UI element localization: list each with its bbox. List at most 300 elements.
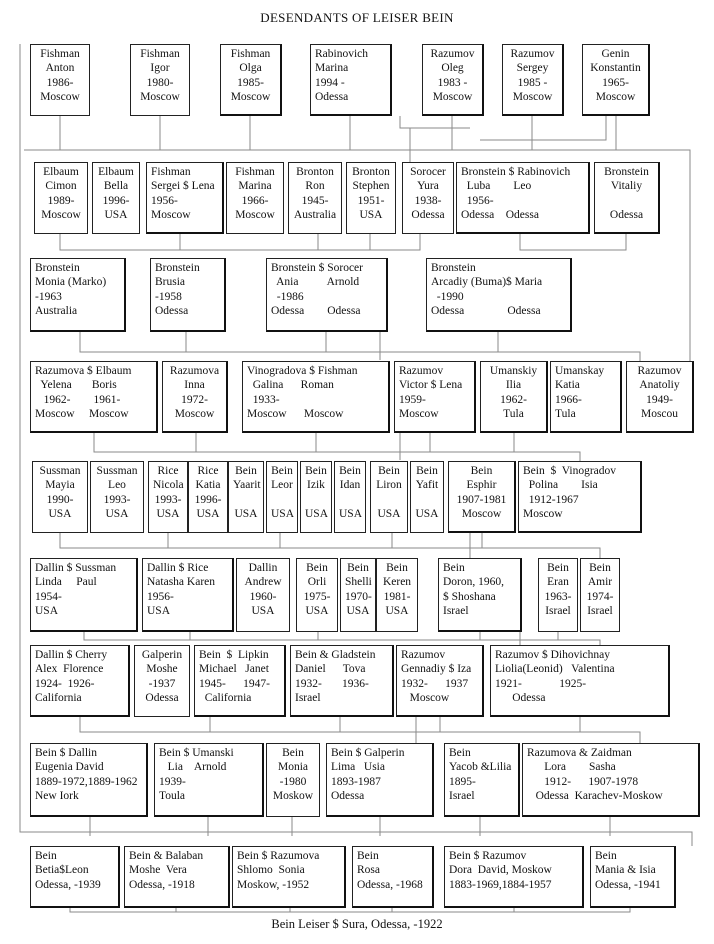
person-box-bein-idan [334, 461, 366, 533]
person-text-line: Yaarit [233, 479, 261, 492]
person-text-line: Cimon [45, 180, 77, 193]
person-box-bein-rosa [352, 846, 434, 908]
person-text-line: 1932- 1937 [401, 677, 469, 690]
person-text-line: USA [147, 605, 171, 618]
person-text-line: USA [156, 508, 180, 521]
person-text-line: Umanskay [555, 365, 605, 377]
person-text-line: 1996- [102, 194, 130, 207]
person-text-line: Odessa, -1968 [357, 878, 423, 891]
person-text-line: Bronstein [604, 166, 649, 178]
person-text-line: 1956- [151, 194, 178, 207]
person-text-line: Moskow [272, 790, 314, 803]
person-text-line: Moscow [401, 692, 450, 705]
connector-line [80, 717, 640, 743]
person-text-line: 1993- [103, 493, 131, 506]
person-box-fishman-igor [130, 44, 190, 116]
person-text-line: Moshe Vera [129, 864, 187, 877]
person-text-line: Bein [235, 465, 257, 477]
person-text-line: -1990 [431, 290, 464, 303]
person-text-line: 1960- [249, 590, 277, 603]
person-text-line: Rosa [357, 864, 380, 877]
person-text-line: 1907-1981 [456, 493, 507, 506]
person-text-line: USA [104, 209, 128, 222]
person-text-line: Toula [159, 790, 186, 803]
person-text-line: Odessa [145, 692, 179, 705]
person-text-line: 1956- [461, 194, 494, 207]
person-text-line: Shlomo Sonia [237, 864, 305, 877]
person-box-genin-konstantin [582, 44, 650, 116]
person-text-line: Natasha Karen [147, 576, 216, 589]
person-text-line: Bein [589, 562, 611, 574]
person-text-line: 1956- [147, 590, 174, 603]
person-text-line: 1974- [586, 590, 614, 603]
person-text-line: Razumov $ Dihovichnay [495, 649, 610, 661]
person-text-line [599, 194, 654, 208]
person-text-line: 1889-1972,1889-1962 [35, 775, 138, 788]
person-text-line: Moscow [40, 91, 80, 104]
person-box-bein-shelli [340, 558, 376, 632]
person-text-line: Fishman [140, 48, 180, 60]
person-text-line: 1893-1987 [331, 775, 381, 788]
person-text-line: Bronstein [155, 262, 200, 274]
person-text-line: Nicola [153, 479, 184, 492]
person-text-line: Odessa [495, 692, 546, 705]
person-text-line: Vitaliy [610, 180, 643, 193]
person-text-line: 1990- [46, 493, 74, 506]
person-text-line: 1983 - [437, 76, 468, 89]
person-text-line: Mayia [45, 479, 75, 492]
root-ancestor-label: Bein Leiser $ Sura, Odessa, -1922 [271, 917, 443, 931]
person-text-line: 1938- [414, 194, 442, 207]
person-text-line: 1986- [46, 76, 74, 89]
person-text-line: Odessa [411, 209, 445, 222]
person-text-line: Bein [35, 850, 57, 862]
person-box-bein-leor [266, 461, 298, 533]
person-text-line: Moscow [523, 508, 563, 521]
person-text-line: Yacob &Lilia [449, 761, 512, 774]
person-text-line: Bella [103, 180, 129, 193]
person-text-line: USA [346, 605, 370, 618]
person-text-line: Moscow [432, 91, 473, 104]
person-text-line: Moscow [41, 209, 81, 222]
person-box-bronstein-vitaliy [594, 162, 660, 234]
person-text-line: Eran [547, 576, 569, 589]
person-text-line: Bein [595, 850, 617, 862]
person-text-line: 1966- [241, 194, 269, 207]
person-text-line: 1945- [301, 194, 329, 207]
person-text-line: Monia [277, 761, 309, 774]
person-box-bein-izik [300, 461, 332, 533]
person-text-line: 1963- [544, 590, 572, 603]
person-text-line: Sussman [96, 465, 138, 477]
person-box-fishman-olga [220, 44, 282, 116]
person-text-line: Amir [587, 576, 613, 589]
person-box-razumov-anatoliy [626, 361, 694, 433]
person-box-bein-amir [580, 558, 620, 632]
person-box-sussman-mayia [32, 461, 88, 533]
person-text-line: Galperin [141, 649, 183, 661]
person-text-line: Bronstein [431, 262, 476, 274]
person-text-line: USA [377, 508, 401, 521]
person-box-bein-balaban [124, 846, 230, 908]
person-text-line: Odessa Odessa [431, 305, 541, 318]
person-text-line: 1933- [247, 393, 280, 406]
person-text-line: Moscow Moscow [35, 408, 129, 421]
person-text-line: Bein [339, 465, 361, 477]
person-text-line: Marina [315, 62, 349, 75]
person-text-line: -1980 [279, 775, 307, 788]
person-text-line: Anton [45, 62, 75, 75]
person-text-line: USA [415, 508, 439, 521]
connector-line [80, 332, 640, 361]
person-text-line: 1912-1967 [523, 493, 579, 506]
person-text-line [305, 493, 327, 507]
person-text-line: Shelli [345, 576, 372, 589]
person-text-line: Bein & Gladstein [295, 649, 376, 661]
person-text-line: Moscow [174, 408, 215, 421]
person-text-line: Bronstein [35, 262, 80, 274]
person-text-line: Bein [416, 465, 438, 477]
person-text-line [339, 493, 361, 507]
person-text-line: 1932- 1936- [295, 677, 369, 690]
person-text-line: Razumova $ Elbaum [35, 365, 132, 377]
person-text-line: Stephen [352, 180, 390, 193]
person-text-line: 1996- [194, 493, 222, 506]
person-box-bein-umanski [154, 743, 264, 817]
person-text-line: California [35, 692, 82, 705]
person-box-bein-eran [538, 558, 578, 632]
person-text-line: 1962- [500, 393, 527, 406]
person-text-line: Marina [238, 180, 272, 193]
person-text-line: Leor [271, 479, 293, 492]
person-text-line: Bronstein $ Rabinovich [461, 166, 571, 178]
person-box-rice-katia [188, 461, 228, 533]
person-box-elbaum-cimon [34, 162, 88, 234]
person-box-umanskiy-ilia [480, 361, 548, 433]
person-text-line: Katia [555, 379, 580, 392]
person-text-line: USA [305, 508, 329, 521]
person-text-line: Ilia [505, 379, 522, 392]
person-text-line: Moscow [399, 408, 439, 421]
connector-line [84, 632, 600, 645]
person-text-line: Linda Paul [35, 576, 97, 589]
person-text-line: Yafit [415, 479, 439, 492]
person-text-line: Razumov [401, 649, 446, 661]
person-box-bein-mania-isia [590, 846, 676, 908]
person-box-bein-yaarit [228, 461, 264, 533]
person-text-line: Andrew [244, 576, 282, 589]
person-text-line: Idan [339, 479, 361, 492]
person-text-line: Bein $ Vinogradov [523, 465, 617, 477]
person-text-line [375, 493, 403, 507]
person-text-line: Bronton [296, 166, 334, 178]
person-box-bein-lipkin [194, 645, 286, 717]
person-text-line: Israel [443, 605, 469, 618]
person-box-bein-esphir [448, 461, 516, 533]
person-text-line: Yelena Boris [35, 379, 117, 392]
person-text-line: Moscow [512, 91, 553, 104]
person-box-bein-betia-leon [30, 846, 120, 908]
person-text-line: Bein [357, 850, 379, 862]
person-text-line: Lora Sasha [527, 761, 616, 774]
person-box-razumov-dihovichnay [490, 645, 670, 717]
person-text-line: Odessa Odessa [461, 209, 539, 222]
person-text-line: Daniel Tova [295, 663, 366, 676]
person-text-line: Odessa Odessa [271, 305, 361, 318]
person-text-line: 1939- [159, 775, 186, 788]
person-text-line: Odessa [609, 209, 644, 222]
person-box-umanskay-katia [550, 361, 622, 433]
person-text-line: -1963 [35, 290, 62, 303]
person-text-line: Razumova & Zaidman [527, 747, 632, 759]
person-text-line: Katia [195, 479, 221, 492]
person-text-line: Razumov [430, 48, 475, 60]
person-text-line: Alex Florence [35, 663, 104, 676]
person-text-line: USA [196, 508, 220, 521]
person-text-line: Tula [555, 408, 576, 421]
person-text-line: 1949- [646, 393, 673, 406]
person-box-rice-nicola [148, 461, 188, 533]
person-box-bronstein-sorocer [266, 258, 388, 332]
person-text-line: USA [105, 508, 129, 521]
person-box-fishman-anton [30, 44, 90, 116]
person-text-line: 1981- [383, 590, 411, 603]
person-box-bein-vinogradov [518, 461, 642, 533]
connector-line [520, 234, 626, 250]
person-text-line: Bein [443, 562, 465, 574]
person-text-line: Doron, 1960, [443, 576, 505, 589]
person-text-line: Victor $ Lena [399, 379, 463, 392]
person-box-dallin-cherry [30, 645, 130, 717]
person-text-line: USA [339, 508, 363, 521]
person-text-line: USA [271, 508, 295, 521]
person-text-line: Sussman [39, 465, 81, 477]
person-text-line: Bein $ Galperin [331, 747, 405, 759]
person-text-line: Arcadiy (Buma)$ Maria [431, 276, 543, 289]
person-text-line: Fishman [235, 166, 275, 178]
person-text-line: Odessa, -1941 [595, 878, 661, 891]
person-text-line: Bein [449, 747, 471, 759]
person-text-line: Bein [347, 562, 369, 574]
person-text-line: 1966- [555, 393, 582, 406]
person-box-bein-yacob-lilia [444, 743, 520, 817]
person-box-razumov-sergey [502, 44, 564, 116]
person-text-line: Odessa Karachev-Moskow [527, 790, 663, 803]
connector-line [94, 433, 580, 461]
person-box-bronton-stephen [346, 162, 396, 234]
person-text-line: 1883-1969,1884-1957 [449, 878, 552, 891]
chart-title: DESENDANTS OF LEISER BEIN [260, 10, 454, 25]
person-text-line: Moshe [146, 663, 178, 676]
person-text-line: USA [359, 209, 383, 222]
person-box-razumov-victor [394, 361, 476, 433]
person-text-line: 1924- 1926- [35, 677, 95, 690]
person-box-sorocer-yura [402, 162, 454, 234]
connector-line [60, 533, 600, 558]
person-text-line: -1986 [271, 290, 304, 303]
person-text-line: Bein [378, 465, 400, 477]
person-text-line: Israel [295, 692, 321, 705]
person-text-line: California [199, 692, 252, 705]
person-text-line: Ron [305, 180, 325, 193]
person-text-line: $ Shoshana [443, 590, 496, 603]
person-text-line: Bein [282, 747, 304, 759]
person-text-line: Israel [449, 790, 475, 803]
person-box-bronstein-monia [30, 258, 126, 332]
person-text-line: 1945- 1947- [199, 677, 270, 690]
person-box-fishman-sergei-lena [146, 162, 224, 234]
person-text-line: 1951- [357, 194, 385, 207]
person-text-line: Dallin $ Rice [147, 562, 209, 574]
person-text-line: Dallin [248, 562, 278, 574]
person-box-bein-keren [376, 558, 418, 632]
person-text-line: 1912- 1907-1978 [527, 775, 639, 788]
person-text-line: Bein $ Razumova [237, 850, 320, 862]
person-text-line: Betia$Leon [35, 864, 89, 877]
person-text-line: USA [251, 605, 275, 618]
person-text-line: Umanskiy [489, 365, 538, 377]
person-text-line: -1937 [148, 677, 176, 690]
person-text-line: Moscow [140, 91, 180, 104]
person-text-line: Izik [307, 479, 325, 492]
person-text-line: Keren [382, 576, 412, 589]
person-text-line: Orli [307, 576, 327, 589]
person-text-line: USA [35, 605, 59, 618]
person-text-line: New Iork [35, 790, 79, 803]
person-text-line: Olga [239, 62, 262, 75]
person-text-line: Moscow [235, 209, 275, 222]
person-box-razumova-zaidman [522, 743, 700, 817]
person-box-razumova-elbaum [30, 361, 158, 433]
person-box-fishman-marina [226, 162, 284, 234]
person-text-line: Razumov [510, 48, 555, 60]
person-text-line: Anatoliy [639, 379, 680, 392]
person-text-line: Israel [545, 605, 571, 618]
person-text-line: Bein [470, 465, 493, 477]
person-text-line: Dallin $ Cherry [35, 649, 108, 661]
person-text-line: Elbaum [98, 166, 134, 178]
person-text-line: Razumova [169, 365, 220, 377]
person-text-line: 1959- [399, 393, 426, 406]
person-text-line: Rice [197, 465, 219, 477]
person-text-line: Bein [306, 562, 328, 574]
connector-line [400, 116, 470, 128]
person-text-line: Fishman [230, 48, 271, 60]
person-text-line: Moscow [461, 508, 502, 521]
person-text-line: Moscou [640, 408, 679, 421]
person-box-bein-gladstein [290, 645, 394, 717]
person-text-line: Igor [150, 62, 170, 75]
person-text-line: Odessa [331, 790, 365, 803]
connector-line [60, 234, 420, 250]
person-text-line: Sergei $ Lena [151, 180, 215, 193]
person-text-line: USA [305, 605, 329, 618]
person-text-line: Bein $ Umanski [159, 747, 234, 759]
person-box-bein-doron [438, 558, 522, 632]
person-text-line: Konstantin [590, 62, 641, 75]
person-box-elbaum-bella [92, 162, 140, 234]
person-box-bein-dallin [30, 743, 148, 817]
person-text-line: Eugenia David [35, 761, 104, 774]
person-text-line: Fishman [151, 166, 191, 178]
person-box-bein-monia [266, 743, 320, 817]
person-text-line: Odessa, -1939 [35, 878, 101, 891]
person-box-bronstein-arcadiy [426, 258, 572, 332]
person-box-bein-yafit [410, 461, 444, 533]
person-text-line: 1972- [181, 393, 208, 406]
person-text-line: Esphir [466, 479, 497, 492]
person-text-line: Moscow [230, 91, 271, 104]
person-text-line: Australia [293, 209, 337, 222]
person-box-sussman-leo [90, 461, 144, 533]
person-text-line: Oleg [441, 62, 464, 75]
person-text-line: USA [234, 508, 258, 521]
person-text-line [233, 493, 259, 507]
person-text-line: Lima Usia [331, 761, 385, 774]
person-text-line: Odessa [315, 91, 349, 104]
person-text-line: Monia (Marko) [35, 276, 107, 289]
person-text-line: Dallin $ Sussman [35, 562, 117, 574]
person-text-line: Bein [386, 562, 408, 574]
person-text-line: 1985- [237, 76, 264, 89]
person-text-line: Michael Janet [199, 663, 269, 676]
connector-line [70, 908, 630, 912]
person-text-line: Sergey [516, 62, 549, 75]
person-text-line: USA [385, 605, 409, 618]
person-text-line: -1958 [155, 290, 182, 303]
person-text-line: 1921- 1925- [495, 677, 587, 690]
person-text-line: Israel [587, 605, 613, 618]
person-box-bein-razumova [232, 846, 346, 908]
person-text-line: Vinogradova $ Fishman [247, 365, 358, 377]
person-text-line: Tula [503, 408, 524, 421]
person-text-line: Odessa, -1918 [129, 878, 195, 891]
person-text-line: Razumov [399, 365, 444, 377]
person-box-dallin-sussman [30, 558, 138, 632]
person-text-line: Bein $ Razumov [449, 850, 527, 862]
person-text-line [415, 493, 439, 507]
person-text-line: Bein & Balaban [129, 850, 204, 862]
person-text-line: 1895- [449, 775, 476, 788]
person-text-line: Brusia [155, 276, 186, 289]
person-text-line: Liron [376, 479, 402, 492]
person-box-dallin-rice [142, 558, 234, 632]
person-text-line: 1985 - [517, 76, 548, 89]
person-text-line: Moscow [151, 209, 191, 222]
person-box-rabinovich-marina [310, 44, 392, 116]
person-text-line: Bein [271, 465, 293, 477]
person-text-line: Fishman [40, 48, 80, 60]
person-box-razumova-inna [162, 361, 228, 433]
person-text-line: 1962- 1961- [35, 393, 121, 406]
person-text-line: Yura [417, 180, 439, 193]
person-text-line: Mania & Isia [595, 864, 656, 877]
person-box-bronstein-rabinovich [456, 162, 590, 234]
person-text-line: 1965- [602, 76, 629, 89]
person-text-line: Moskow, -1952 [237, 878, 310, 891]
person-text-line: Bein [305, 465, 327, 477]
person-text-line: Luba Leo [461, 180, 532, 193]
person-box-vinogradova-fishman [242, 361, 390, 433]
person-text-line: 1975- [303, 590, 331, 603]
person-text-line: Galina Roman [247, 379, 334, 392]
person-text-line: Bein [547, 562, 569, 574]
person-text-line: Bronton [352, 166, 390, 178]
person-text-line: Bein $ Lipkin [199, 649, 269, 661]
person-text-line: Rabinovich [315, 48, 369, 60]
person-text-line: 1993- [154, 493, 182, 506]
person-text-line: Australia [35, 305, 78, 318]
